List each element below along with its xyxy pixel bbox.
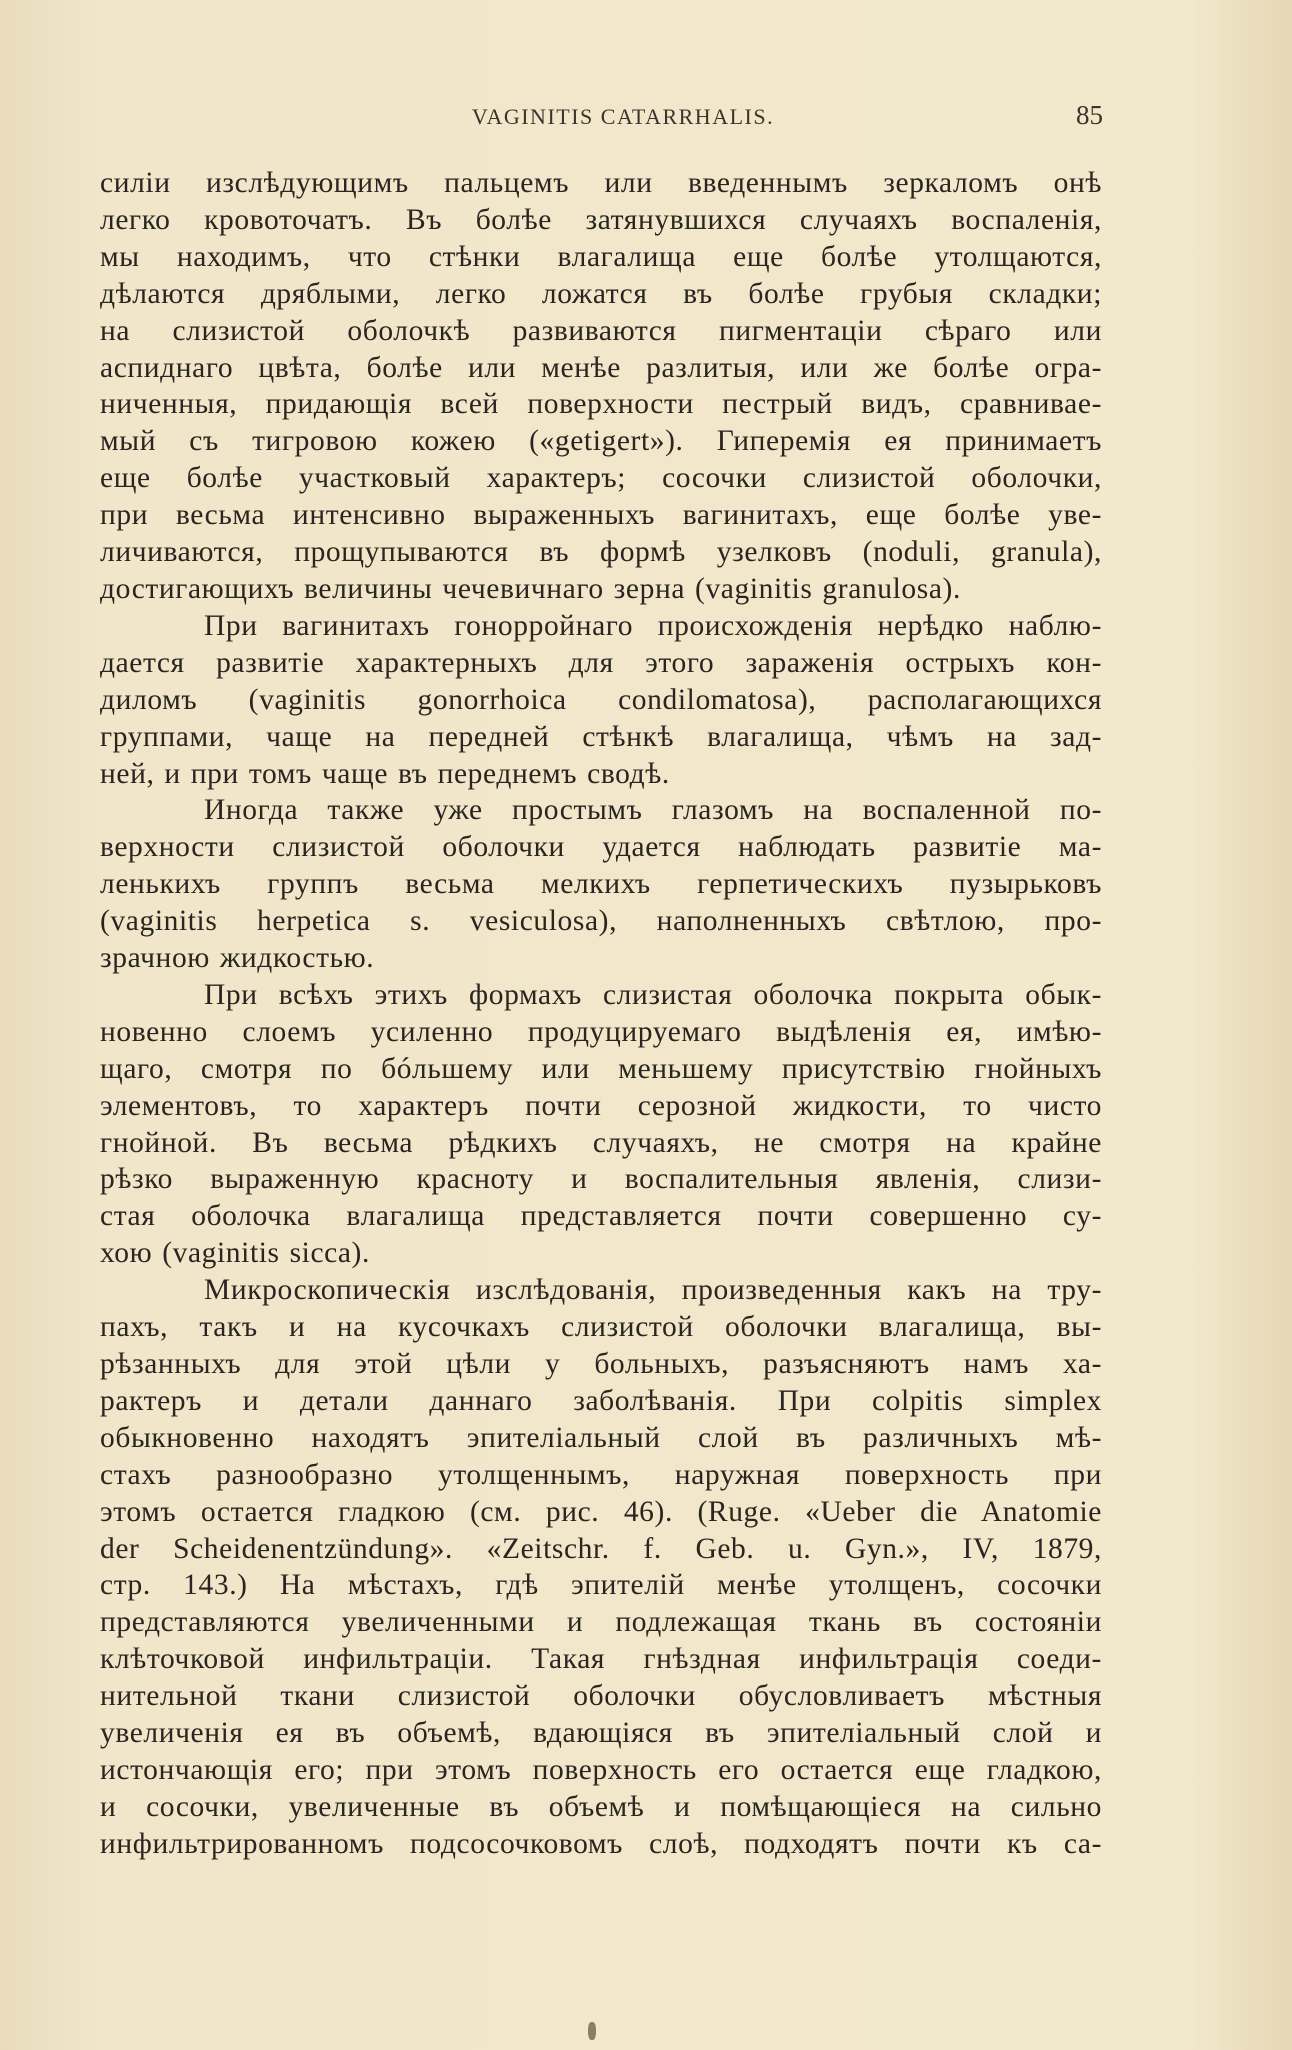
text-line: стая оболочка влагалища представляется почти совершенно су- — [100, 1200, 1102, 1233]
text-line: увеличенія ея въ объемѣ, вдающіяся въ эпителіальный слой и — [100, 1717, 1102, 1750]
text-line: верхности слизистой оболочки удается наблюдать развитіе ма- — [100, 831, 1102, 864]
text-line: истончающія его; при этомъ поверхность его остается еще гладкою, — [100, 1753, 1102, 1786]
text-line: обыкновенно находятъ эпителіальный слой въ различныхъ мѣ- — [100, 1421, 1102, 1454]
text-line: хою (vaginitis sicca). — [100, 1237, 370, 1270]
text-line: стахъ разнообразно утолщеннымъ, наружная поверхность при — [100, 1458, 1102, 1491]
text-line: на слизистой оболочкѣ развиваются пигментаціи сѣраго или — [100, 314, 1102, 347]
text-line: личиваются, прощупываются въ формѣ узелковъ (noduli, granula), — [100, 536, 1102, 569]
text-line: группами, чаще на передней стѣнкѣ влагалища, чѣмъ на зад- — [100, 720, 1102, 753]
text-line: При всѣхъ этихъ формахъ слизистая оболочка покрыта обык- — [204, 978, 1102, 1011]
print-smudge — [588, 2022, 596, 2040]
text-line: и сосочки, увеличенные въ объемѣ и помѣщающіеся на сильно — [100, 1790, 1102, 1823]
text-line: аспиднаго цвѣта, болѣе или менѣе разлитыя, или же болѣе огра- — [100, 351, 1102, 384]
text-line: легко кровоточатъ. Въ болѣе затянувшихся случаяхъ воспаленія, — [100, 203, 1102, 236]
text-line: ней, и при томъ чаще въ переднемъ сводѣ. — [100, 757, 670, 790]
text-line: рѣзанныхъ для этой цѣли у больныхъ, разъясняютъ намъ ха- — [100, 1348, 1102, 1380]
text-line: При вагинитахъ гонорройнаго происхожденія нерѣдко наблю- — [204, 609, 1102, 642]
text-line: инфильтрированномъ подсосочковомъ слоѣ, подходятъ почти къ са- — [100, 1827, 1102, 1860]
text-line: дается развитіе характерныхъ для этого зараженія острыхъ кон- — [100, 646, 1102, 679]
text-line: дѣлаются дряблыми, легко ложатся въ болѣе грубыя складки; — [100, 277, 1102, 310]
text-line: представляются увеличенными и подлежащая ткань въ состояніи — [100, 1606, 1102, 1639]
text-line: элементовъ, то характеръ почти серозной жидкости, то чисто — [100, 1089, 1102, 1122]
text-line: Иногда также уже простымъ глазомъ на воспаленной по- — [204, 794, 1102, 827]
text-line: Микроскопическія изслѣдованія, произведенныя какъ на тру- — [204, 1274, 1102, 1307]
running-head — [143, 100, 1103, 140]
text-line: (vaginitis herpetica s. vesiculosa), наполненныхъ свѣтлою, про- — [100, 905, 1102, 938]
text-line: новенно слоемъ усиленно продуцируемаго выдѣленія ея, имѣю- — [100, 1015, 1102, 1048]
text-line: стр. 143.) На мѣстахъ, гдѣ эпителій менѣе утолщенъ, сосочки — [100, 1569, 1102, 1602]
text-line: der Scheidenentzündung». «Zeitschr. f. Geb. u. Gyn.», IV, 1879, — [100, 1532, 1102, 1565]
text-line: клѣточковой инфильтраціи. Такая гнѣздная инфильтрація соеди- — [100, 1643, 1102, 1676]
running-title: VAGINITIS CATARRHALIS. — [471, 104, 775, 129]
text-line: ленькихъ группъ весьма мелкихъ герпетическихъ пузырьковъ — [100, 868, 1102, 901]
text-line: мый съ тигровою кожею («getigert»). Гиперемія ея принимаетъ — [100, 425, 1102, 458]
text-line: рѣзко выраженную красноту и воспалительныя явленія, слизи- — [100, 1163, 1102, 1196]
page-number: 85 — [1076, 100, 1103, 130]
text-line: зрачною жидкостью. — [100, 942, 375, 975]
text-line: пахъ, такъ и на кусочкахъ слизистой оболочки влагалища, вы- — [100, 1311, 1102, 1344]
text-line: этомъ остается гладкою (см. рис. 46). (Ruge. «Ueber die Anatomie — [100, 1495, 1102, 1528]
text-line: достигающихъ величины чечевичнаго зерна (vaginitis granulosa). — [100, 572, 961, 605]
text-line: нительной ткани слизистой оболочки обусловливаетъ мѣстныя — [100, 1680, 1102, 1713]
text-line: мы находимъ, что стѣнки влагалища еще болѣе утолщаются, — [100, 240, 1102, 273]
text-line: ниченныя, придающія всей поверхности пестрый видъ, сравнивае- — [100, 388, 1102, 421]
text-line: при весьма интенсивно выраженныхъ вагинитахъ, еще болѣе уве- — [100, 499, 1102, 532]
text-line: силіи изслѣдующимъ пальцемъ или введеннымъ зеркаломъ онѣ — [100, 167, 1102, 199]
text-line: рактеръ и детали даннаго заболѣванія. При colpitis simplex — [100, 1384, 1102, 1417]
text-line: гнойной. Въ весьма рѣдкихъ случаяхъ, не смотря на крайне — [100, 1126, 1102, 1159]
text-line: еще болѣе участковый характеръ; сосочки слизистой оболочки, — [100, 462, 1102, 495]
text-line: диломъ (vaginitis gonorrhoica condilomatosa), располагающихся — [100, 683, 1102, 716]
body-text — [100, 165, 1102, 1863]
text-line: щаго, смотря по бóльшему или меньшему присутствію гнойныхъ — [100, 1052, 1102, 1085]
